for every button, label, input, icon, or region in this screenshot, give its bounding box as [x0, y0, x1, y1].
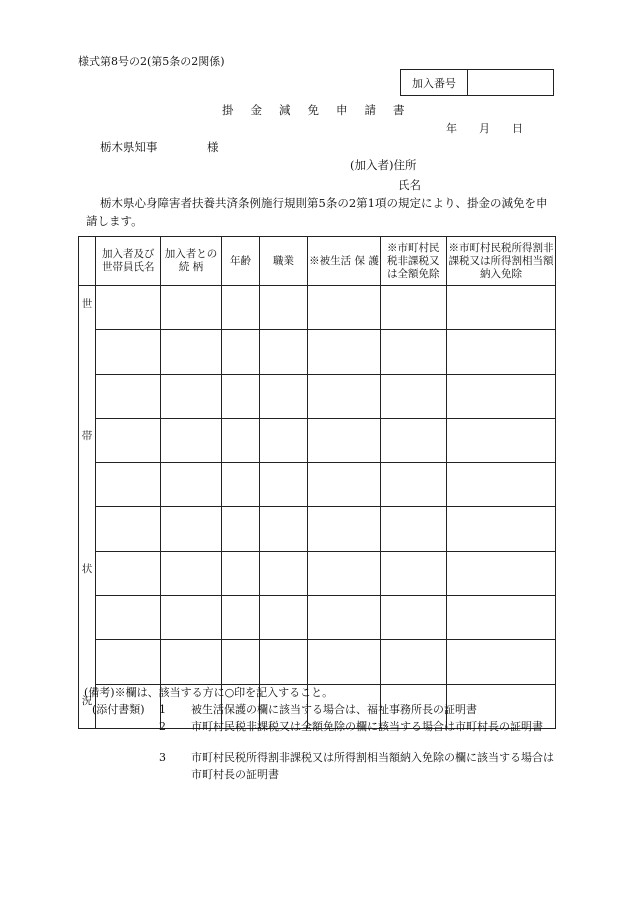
cell-relationship[interactable]	[161, 640, 222, 684]
cell-tax-exempt[interactable]	[381, 286, 447, 330]
attachment-item-3	[159, 749, 560, 783]
cell-name[interactable]	[96, 463, 161, 507]
header-income-tax-exempt: ※市町村民税所得割非課税又は所得割相当額納入免除	[447, 237, 556, 286]
cell-name[interactable]	[96, 418, 161, 462]
side-char: 帯	[81, 430, 93, 443]
cell-relationship[interactable]	[161, 551, 222, 595]
side-char: 況	[81, 694, 93, 707]
attachment-number: 3	[159, 751, 166, 764]
cell-age[interactable]	[222, 374, 260, 418]
table-row	[79, 286, 556, 330]
cell-welfare[interactable]	[308, 418, 381, 462]
cell-tax-exempt[interactable]	[381, 330, 447, 374]
attachment-text: 市町村民税所得割非課税又は所得割相当額納入免除の欄に該当する場合は市町村長の証明書	[191, 751, 554, 781]
header-welfare: ※被生活 保 護	[308, 237, 381, 286]
cell-income-tax-exempt[interactable]	[447, 551, 556, 595]
date-line	[446, 120, 523, 136]
table-row	[79, 640, 556, 684]
side-header-blank	[79, 237, 96, 286]
cell-welfare[interactable]	[308, 551, 381, 595]
addressee: 栃木県知事	[100, 140, 158, 154]
cell-occupation[interactable]	[260, 596, 308, 640]
cell-income-tax-exempt[interactable]	[447, 330, 556, 374]
table-row	[79, 596, 556, 640]
cell-income-tax-exempt[interactable]	[447, 596, 556, 640]
cell-occupation[interactable]	[260, 507, 308, 551]
cell-occupation[interactable]	[260, 418, 308, 462]
table-row	[79, 374, 556, 418]
cell-relationship[interactable]	[161, 374, 222, 418]
date-year-label: 年	[446, 122, 457, 135]
cell-name[interactable]	[96, 640, 161, 684]
cell-age[interactable]	[222, 507, 260, 551]
cell-relationship[interactable]	[161, 418, 222, 462]
table-row	[79, 418, 556, 462]
form-number: 様式第8号の2(第5条の2関係)	[78, 55, 225, 68]
cell-tax-exempt[interactable]	[381, 463, 447, 507]
header-age: 年齢	[222, 237, 260, 286]
header-occupation: 職業	[260, 237, 308, 286]
cell-name[interactable]	[96, 507, 161, 551]
table-header-row	[79, 237, 556, 286]
applicant-address-label: (加入者)住所	[350, 158, 417, 172]
cell-tax-exempt[interactable]	[381, 507, 447, 551]
cell-age[interactable]	[222, 551, 260, 595]
cell-welfare[interactable]	[308, 596, 381, 640]
header-member-name: 加入者及び世帯員氏名	[96, 237, 161, 286]
table-row	[79, 551, 556, 595]
cell-income-tax-exempt[interactable]	[447, 374, 556, 418]
cell-tax-exempt[interactable]	[381, 640, 447, 684]
honorific: 様	[207, 140, 219, 154]
cell-name[interactable]	[96, 551, 161, 595]
cell-relationship[interactable]	[161, 596, 222, 640]
membership-number-box	[400, 69, 554, 96]
cell-name[interactable]	[96, 596, 161, 640]
cell-name[interactable]	[96, 330, 161, 374]
attachment-item-2	[159, 718, 560, 735]
cell-age[interactable]	[222, 286, 260, 330]
table-row	[79, 463, 556, 507]
cell-age[interactable]	[222, 640, 260, 684]
cell-occupation[interactable]	[260, 286, 308, 330]
cell-income-tax-exempt[interactable]	[447, 507, 556, 551]
membership-number-label: 加入番号	[401, 70, 468, 95]
cell-occupation[interactable]	[260, 640, 308, 684]
cell-name[interactable]	[96, 286, 161, 330]
side-char: 世	[81, 298, 93, 310]
document-title: 掛金減免申請書	[222, 103, 422, 117]
table-row	[79, 507, 556, 551]
cell-income-tax-exempt[interactable]	[447, 640, 556, 684]
household-status-table	[78, 236, 556, 729]
cell-income-tax-exempt[interactable]	[447, 286, 556, 330]
side-char: 状	[81, 562, 93, 575]
cell-welfare[interactable]	[308, 507, 381, 551]
cell-occupation[interactable]	[260, 551, 308, 595]
cell-occupation[interactable]	[260, 463, 308, 507]
cell-age[interactable]	[222, 596, 260, 640]
cell-tax-exempt[interactable]	[381, 418, 447, 462]
cell-relationship[interactable]	[161, 507, 222, 551]
attachment-text: 市町村民税非課税又は全額免除の欄に該当する場合は市町村長の証明書	[191, 720, 543, 733]
household-status-side-label	[79, 286, 96, 729]
cell-welfare[interactable]	[308, 330, 381, 374]
cell-age[interactable]	[222, 330, 260, 374]
cell-income-tax-exempt[interactable]	[447, 418, 556, 462]
header-tax-exempt: ※市町村民税非課税又は全額免除	[381, 237, 447, 286]
applicant-name-label: 氏名	[398, 178, 421, 192]
cell-tax-exempt[interactable]	[381, 374, 447, 418]
cell-occupation[interactable]	[260, 330, 308, 374]
attachment-number: 1	[159, 703, 166, 716]
cell-welfare[interactable]	[308, 463, 381, 507]
remarks-note: (備考)※欄は、該当する方に○印を記入すること。	[84, 686, 334, 699]
date-day-label: 日	[512, 122, 523, 135]
cell-tax-exempt[interactable]	[381, 596, 447, 640]
cell-welfare[interactable]	[308, 286, 381, 330]
table-row	[79, 330, 556, 374]
cell-welfare[interactable]	[308, 374, 381, 418]
membership-number-field[interactable]	[468, 70, 553, 95]
cell-age[interactable]	[222, 418, 260, 462]
application-statement: 栃木県心身障害者扶養共済条例施行規則第5条の2第1項の規定により、掛金の減免を申請します。	[86, 196, 548, 228]
cell-age[interactable]	[222, 463, 260, 507]
cell-occupation[interactable]	[260, 374, 308, 418]
attachments-label: (添付書類)	[92, 703, 145, 716]
date-month-label: 月	[479, 122, 490, 135]
attachment-number: 2	[159, 720, 166, 733]
attachment-text: 被生活保護の欄に該当する場合は、福祉事務所長の証明書	[191, 703, 477, 716]
cell-relationship[interactable]	[161, 330, 222, 374]
cell-relationship[interactable]	[161, 463, 222, 507]
attachment-item-1	[159, 701, 555, 718]
header-relationship: 加入者との 続 柄	[161, 237, 222, 286]
cell-relationship[interactable]	[161, 286, 222, 330]
cell-welfare[interactable]	[308, 640, 381, 684]
cell-tax-exempt[interactable]	[381, 551, 447, 595]
cell-income-tax-exempt[interactable]	[447, 463, 556, 507]
cell-name[interactable]	[96, 374, 161, 418]
